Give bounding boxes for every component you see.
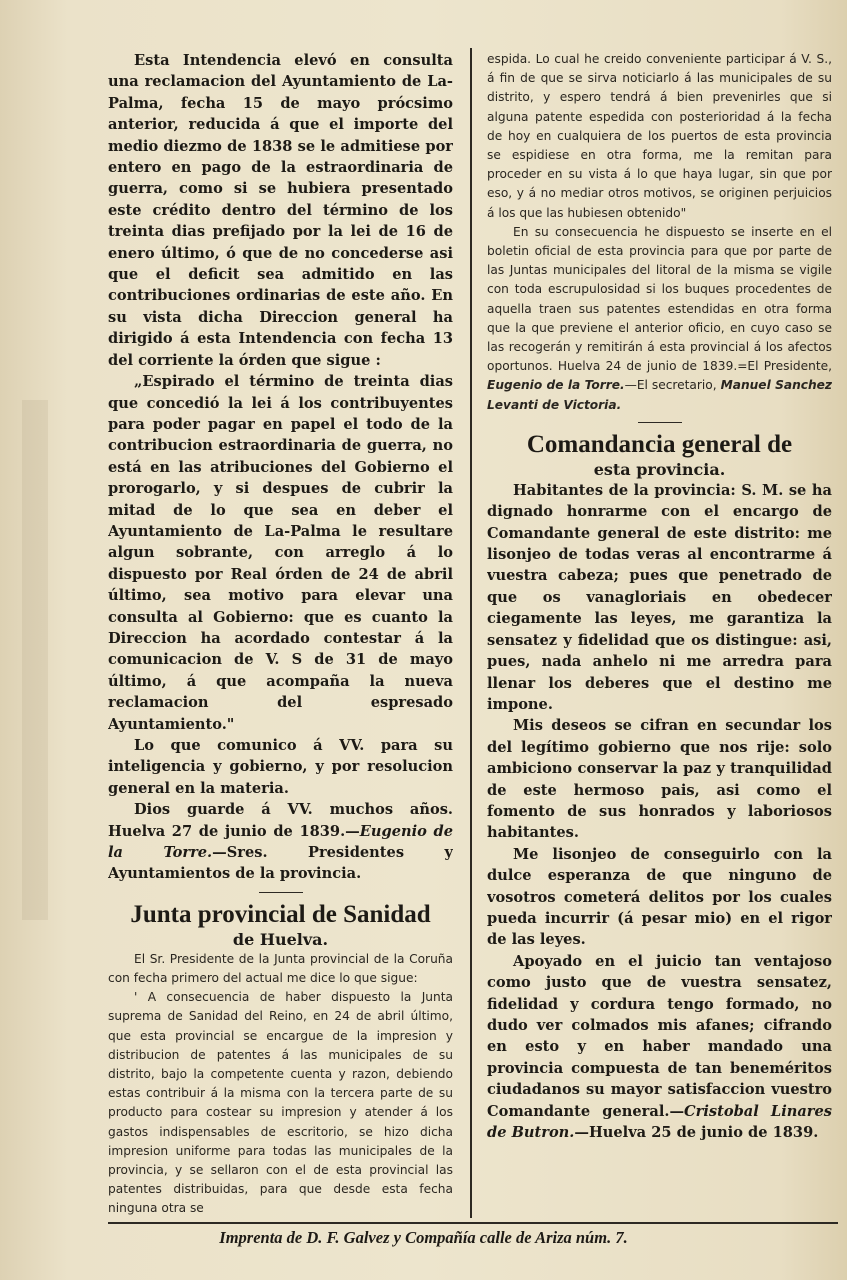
signature-torre: Eugenio de la Torre. [108, 822, 453, 862]
junta-sanidad-heading: Junta provincial de Sanidad [130, 900, 431, 928]
comandancia-subheading: esta provincia. [593, 459, 726, 479]
dios-guarde-text: Dios guarde á VV. muchos años. Huelva 27 de junio de 1839.— [108, 801, 453, 840]
mis-deseos-paragraph: Mis deseos se cifran en secundar los del legítimo gobierno que nos rije: solo ambiciono conservar la paz y tranquilidad de este hermoso pais, asi como el fomento de sus honrados y laboriosos habitantes. [487, 717, 832, 842]
consecuencia-paragraph [487, 223, 832, 415]
signature-torre-2: Eugenio de la Torre. [487, 378, 625, 393]
apoyado-paragraph [487, 951, 832, 1144]
coruna-quote-continuation: espida. Lo cual he creido conveniente participar á V. S., á fin de que se sirva noticiarlo á las municipales de su distrito, y espero tendrá á bien prevenirles que si alguna patente espedida con posterioridad á la fecha de hoy en cualquiera de los puertos de esta provincia se espidiese en otra forma, me la remitan para proceder en su vista á lo que haya lugar, sin que por eso, y á no mediar otros motivos, se originen perjuicios á los que las hubiesen obtenido" [487, 52, 832, 220]
apoyado-text: Apoyado en el juicio tan ventajoso como justo que de vuestra sensatez, fidelidad y cordura tengo formado, no dudo ver colmados mis afanes; cifrando en esto y en haber mandado una provincia compuesta de tan beneméritos ciudadanos su mayor satisfaccion vuestro Comandante general.— [487, 952, 832, 1120]
left-column [108, 50, 453, 1222]
intendencia-paragraph: Esta Intendencia elevó en consulta una reclamacion del Ayuntamiento de La-Palma, fecha 15 de mayo prócsimo anterior, reducida á que el importe del medio diezmo de 1838 se le admitiese por entero en pago de la estraordinaria de guerra, como si se hubiera presentado este crédito dentro del término de los treinta dias prefijado por la lei de 16 de enero último, ó que de no concederse asi que el deficit sea admitido en las contribuciones ordinarias de este año. En su vista dicha Direccion general ha dirigido á esta Intendencia con fecha 13 del corriente la órden que sigue : [108, 52, 453, 369]
lisonjeo-paragraph: Me lisonjeo de conseguirlo con la dulce esperanza de que ninguno de vosotros cometerá delitos por los cuales pueda incurrir (á pesar mio) en el rigor de las leyes. [487, 845, 832, 949]
habitantes-paragraph: Habitantes de la provincia: S. M. se ha dignado honrarme con el encargo de Comandante general de este distrito: me lisonjeo de todas veras al encontrarme á vuestra cabeza; pues que penetrado de que os vanagloriais en obedecer ciegamente las leyes, me garantiza la sensatez y fidelidad que os distingue: asi, pues, nada anhelo ni me arredra para llenar los deberes que el destino me impone. [487, 481, 832, 713]
section-separator-2 [638, 422, 682, 423]
secretario-label: —El secretario, [624, 378, 717, 393]
junta-sanidad-subheading: de Huelva. [232, 929, 329, 949]
consecuencia-text: En su consecuencia he dispuesto se inserte en el boletin oficial de esta provincia para que por parte de las Juntas municipales del litoral de la misma se vigile con toda escrupulosidad si los buques procedentes de aquella traen sus patentes estendidas en otra forma que la que previene el anterior oficio, en cuyo caso se las recogerán y remitirán á esta provincial á los afectos oportunos. Huelva 24 de junio de 1839.=El Presidente, [487, 224, 832, 374]
apoyado-date: —Huelva 25 de junio de 1839. [574, 1124, 819, 1142]
dios-guarde-paragraph [108, 799, 453, 885]
printer-imprint: Imprenta de D. F. Galvez y Compañía calle de Ariza núm. 7. [219, 1228, 628, 1247]
right-column [487, 50, 832, 1222]
coruna-intro-paragraph: El Sr. Presidente de la Junta provincial de la Coruña con fecha primero del actual me dice lo que sigue: [108, 951, 453, 986]
comunico-paragraph: Lo que comunico á VV. para su inteligencia y gobierno, y por resolucion general en la materia. [108, 737, 453, 797]
comandancia-heading: Comandancia general de [526, 430, 793, 458]
section-separator [259, 892, 303, 893]
dios-guarde-addressees: —Sres. Presidentes y Ayuntamientos de la provincia. [108, 844, 453, 883]
signature-secretario: Manuel Sanchez Levanti de Victoria. [487, 378, 832, 412]
column-divider [470, 48, 472, 1218]
signature-linares: Cristobal Linares de Butron. [487, 1102, 832, 1142]
coruna-quote-paragraph: ' A consecuencia de haber dispuesto la Junta suprema de Sanidad del Reino, en 24 de abril último, que esta provincial se encargue de la impresion y distribucion de patentes á las municipales de su distrito, bajo la competente cuenta y razon, debiendo estas contribuir á la misma con la tercera parte de su producto para costear su impresion y atender á los gastos indispensables de escritorio, se hizo dicha impresion uniforme para todas las municipales de la provincia, y se sellaron con el de esta provincial las patentes distribuidas, para que desde esta fecha ninguna otra se [108, 990, 453, 1216]
footer-rule [108, 1222, 838, 1224]
page-margin-stain [22, 400, 48, 920]
direccion-order-quote: „Espirado el término de treinta dias que concedió la lei á los contribuyentes para poder pagar en papel el todo de la contribucion estraordinaria de guerra, no está en las atribuciones del Gobierno el prorogarlo, y si despues de cubrir la mitad de lo que sea en deber el Ayuntamiento de La-Palma le resultare algun sobrante, con arreglo á lo dispuesto por Real órden de 24 de abril último, sea motivo para elevar una consulta al Gobierno: que es cuanto la Direccion ha acordado contestar á la comunicacion de V. S de 31 de mayo último, á que acompaña la nueva reclamacion del espresado Ayuntamiento." [108, 373, 453, 733]
